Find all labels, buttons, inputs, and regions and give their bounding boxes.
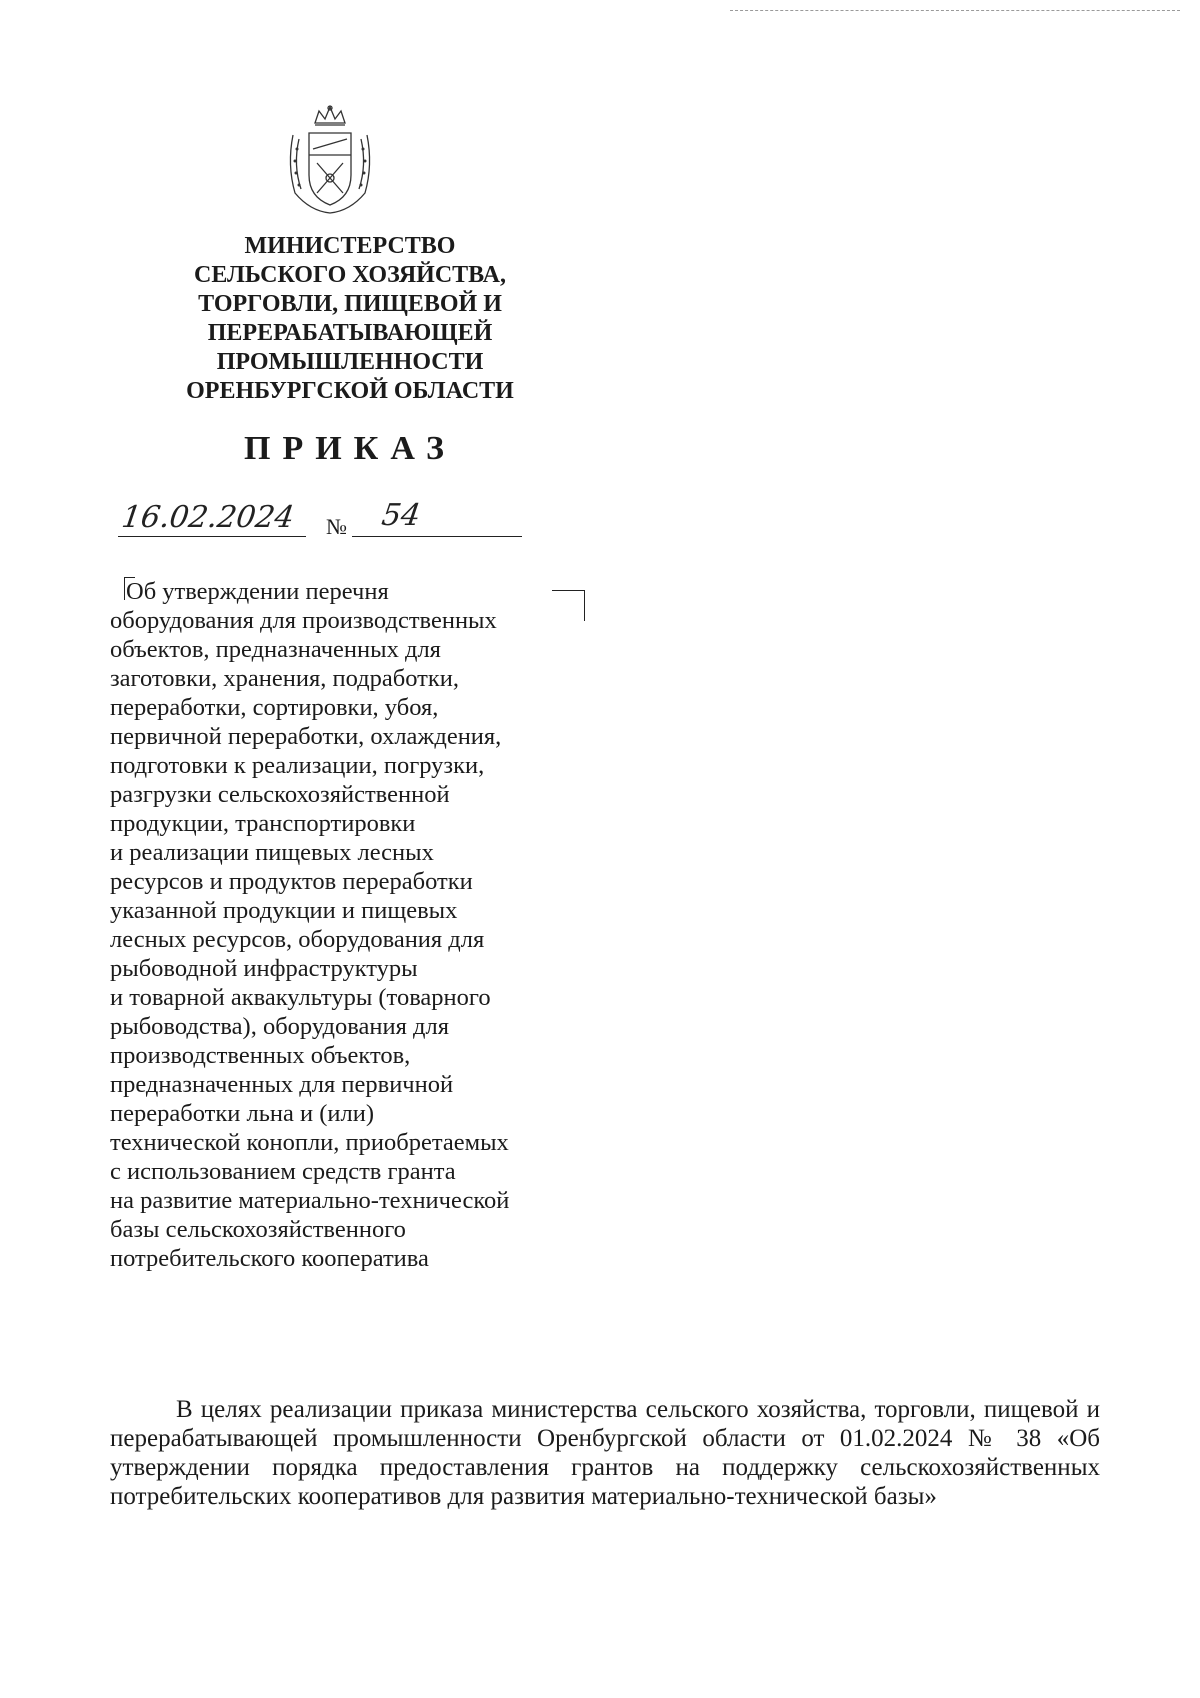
subject-line: на развитие материально-технической xyxy=(110,1187,510,1214)
subject-line: предназначенных для первичной xyxy=(110,1071,454,1098)
subject-line: Об утверждении перечня xyxy=(126,578,389,605)
ministry-line: СЕЛЬСКОГО ХОЗЯЙСТВА, xyxy=(193,262,507,288)
subject-line: производственных объектов, xyxy=(110,1042,411,1069)
subject-line: базы сельскохозяйственного xyxy=(110,1216,406,1243)
subject-line: рыбоводства), оборудования для xyxy=(110,1013,449,1040)
ministry-line: ПЕРЕРАБАТЫВАЮЩЕЙ xyxy=(207,320,493,346)
ministry-line: ПРОМЫШЛЕННОСТИ xyxy=(216,349,484,375)
scan-edge-line xyxy=(730,10,1180,11)
order-date: 16.02.2024 xyxy=(119,500,297,535)
subject-line: потребительского кооператива xyxy=(110,1245,429,1272)
subject-line: продукции, транспортировки xyxy=(110,810,416,837)
subject-line: разгрузки сельскохозяйственной xyxy=(110,781,450,808)
subject-line: заготовки, хранения, подработки, xyxy=(110,665,459,692)
subject-line: оборудования для производственных xyxy=(110,607,497,634)
ministry-line: МИНИСТЕРСТВО xyxy=(244,233,456,259)
subject-line: указанной продукции и пищевых xyxy=(110,897,458,924)
subject-line: и товарной аквакультуры (товарного xyxy=(110,984,491,1011)
subject-line: переработки, сортировки, убоя, xyxy=(110,694,439,721)
ministry-line: ТОРГОВЛИ, ПИЩЕВОЙ И xyxy=(198,291,502,317)
ministry-name xyxy=(130,232,570,406)
document-type-title: ПРИКАЗ xyxy=(244,430,456,467)
preamble-paragraph: В целях реализации приказа министерства сельского хозяйства, торговли, пищевой и перерабатывающей промышленности Оренбургской области от 01.02.2024 № 38 «Об утверждении порядка предоставления грантов на поддержку сельскохозяйственных потребительских кооперативов для развития материально-технической базы» xyxy=(110,1396,1100,1510)
number-label: № xyxy=(326,514,347,539)
subject-line: лесных ресурсов, оборудования для xyxy=(110,926,485,953)
subject-line: технической конопли, приобретаемых xyxy=(110,1129,509,1156)
order-subject xyxy=(110,577,590,1273)
subject-line: первичной переработки, охлаждения, xyxy=(110,723,502,750)
coat-of-arms-icon xyxy=(285,105,375,215)
subject-line: переработки льна и (или) xyxy=(110,1100,374,1127)
subject-line: и реализации пищевых лесных xyxy=(110,839,434,866)
ministry-line: ОРЕНБУРГСКОЙ ОБЛАСТИ xyxy=(186,378,514,404)
subject-line: рыбоводной инфраструктуры xyxy=(110,955,418,982)
subject-line: объектов, предназначенных для xyxy=(110,636,441,663)
order-number: 54 xyxy=(379,498,423,533)
subject-line: с использованием средств гранта xyxy=(110,1158,456,1185)
subject-line: подготовки к реализации, погрузки, xyxy=(110,752,485,779)
number-underline xyxy=(352,500,522,537)
subject-line: ресурсов и продуктов переработки xyxy=(110,868,473,895)
